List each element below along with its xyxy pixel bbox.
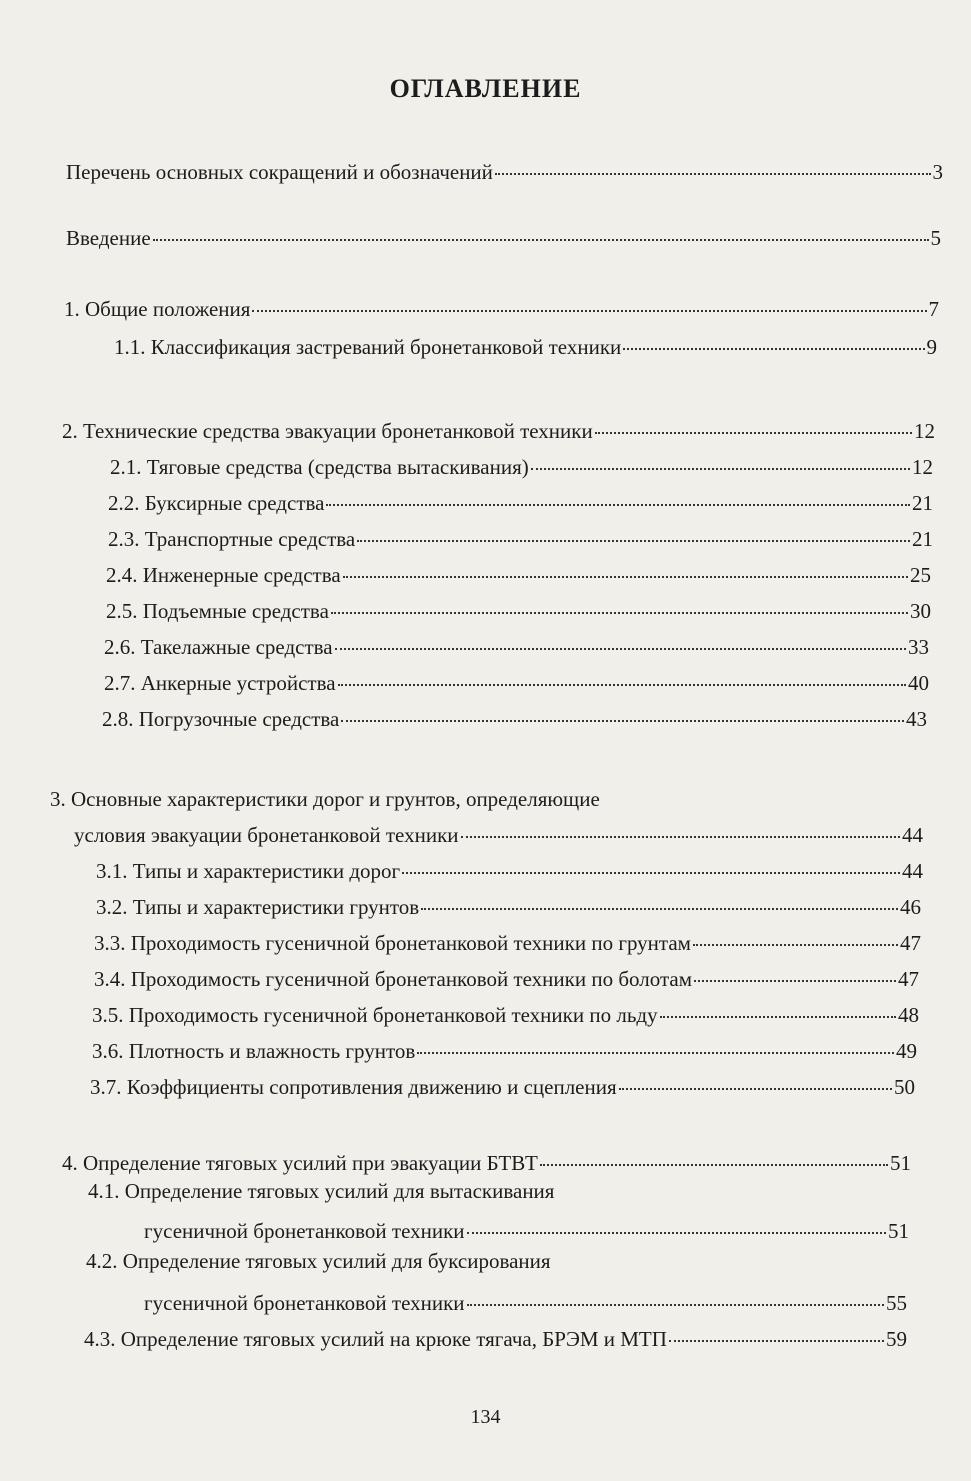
toc-entry-page: 3 [932,160,943,184]
toc-leader-dots [595,432,912,434]
toc-entry [66,225,941,251]
toc-entry-page: 47 [898,967,919,991]
toc-entry-title: Перечень основных сокращений и обозначений [66,160,493,184]
toc-entry-page: 49 [896,1039,917,1063]
toc-entry-title: 2.3. Транспортные средства [108,527,356,551]
page-number: 134 [470,1406,501,1428]
toc-entry-title: 4.3. Определение тяговых усилий на крюке тягача, БРЭМ и МТП [84,1327,667,1351]
toc-entry [108,490,933,516]
toc-leader-dots [660,1016,896,1018]
toc-entry-title: 3.7. Коэффициенты сопротивления движению и сцепления [90,1075,617,1099]
toc-entry-title: 2.2. Буксирные средства [108,491,325,515]
toc-leader-dots [461,836,900,838]
toc-entry-page: 21 [912,527,933,551]
toc-leader-dots [623,348,924,350]
toc-entry [74,822,923,848]
toc-entry [106,598,931,624]
toc-entry-title: 2.6. Такелажные средства [104,635,333,659]
toc-leader-dots [467,1232,886,1234]
toc-entry-title: 2.8. Погрузочные средства [102,707,340,731]
toc-leader-dots [669,1340,884,1342]
toc-entry-page: 59 [886,1327,907,1351]
toc-entry [92,1038,917,1064]
toc-entry [90,1074,915,1100]
toc-entry [62,418,935,444]
toc-leader-dots [421,908,898,910]
toc-entry [94,966,919,992]
toc-entry-page: 9 [926,335,937,359]
toc-leader-dots [341,720,904,722]
toc-entry-page: 40 [908,671,929,695]
toc-entry-page: 51 [890,1151,911,1175]
toc-entry [94,930,921,956]
toc-leader-dots [252,310,926,312]
toc-entry [96,894,921,920]
toc-entry-page: 44 [902,823,923,847]
toc-entry-title: 3.4. Проходимость гусеничной бронетанковой техники по болотам [94,967,692,991]
page-title: ОГЛАВЛЕНИЕ [389,74,582,103]
toc-entry [96,858,923,884]
toc-entry-title: 1. Общие положения [64,297,251,321]
toc-entry [114,334,937,360]
toc-leader-dots [417,1052,894,1054]
toc-leader-dots [619,1088,892,1090]
toc-leader-dots [153,239,929,241]
toc-entry-page: 12 [912,455,933,479]
toc-leader-dots [331,612,908,614]
toc-entry-page: 12 [914,419,935,443]
toc-heading-line: 3. Основные характеристики дорог и грунтов, определяющие [50,787,600,811]
toc-leader-dots [495,173,931,175]
toc-leader-dots [467,1304,884,1306]
toc-entry-title: 2.7. Анкерные устройства [104,671,336,695]
toc-entry [92,1002,919,1028]
toc-entry [64,296,939,322]
toc-entry-title: 3.2. Типы и характеристики грунтов [96,895,420,919]
toc-entry-page: 51 [888,1219,909,1243]
toc-entry-page: 55 [886,1291,907,1315]
toc-entry-title: условия эвакуации бронетанковой техники [74,823,459,847]
toc-leader-dots [531,468,910,470]
toc-entry-page: 46 [900,895,921,919]
toc-entry-page: 50 [894,1075,915,1099]
toc-entry-page: 44 [902,859,923,883]
toc-entry-title: 3.3. Проходимость гусеничной бронетанковой техники по грунтам [94,931,691,955]
toc-entry [144,1218,909,1244]
toc-entry-page: 47 [900,931,921,955]
toc-entry-title: 3.5. Проходимость гусеничной бронетанковой техники по льду [92,1003,658,1027]
toc-leader-dots [335,648,906,650]
toc-entry-title: 4. Определение тяговых усилий при эвакуации БТВТ [62,1151,538,1175]
toc-entry [106,562,931,588]
toc-entry-page: 43 [906,707,927,731]
toc-leader-dots [357,540,910,542]
toc-entry-page: 5 [930,226,941,250]
toc-entry-title: 2.4. Инженерные средства [106,563,341,587]
toc-entry-title: 3.1. Типы и характеристики дорог [96,859,401,883]
toc-entry-title: гусеничной бронетанковой техники [144,1291,465,1315]
toc-entry [108,526,933,552]
toc-leader-dots [693,944,898,946]
toc-entry-page: 21 [912,491,933,515]
toc-entry-title: Введение [66,226,151,250]
toc-entry-title: 1.1. Классификация застреваний бронетанковой техники [114,335,622,359]
toc-entry-page: 48 [898,1003,919,1027]
toc-entry [104,670,929,696]
toc-leader-dots [326,504,910,506]
toc-entry-page: 30 [910,599,931,623]
toc-entry-title: 2. Технические средства эвакуации бронетанковой техники [62,419,593,443]
toc-leader-dots [402,872,900,874]
toc-heading-line: 4.2. Определение тяговых усилий для буксирования [86,1249,551,1273]
toc-leader-dots [694,980,896,982]
toc-heading-line: 4.1. Определение тяговых усилий для вытаскивания [88,1179,555,1203]
toc-leader-dots [338,684,906,686]
toc-leader-dots [343,576,908,578]
toc-entry-title: гусеничной бронетанковой техники [144,1219,465,1243]
toc-entry [110,454,933,480]
toc-entry [62,1150,911,1176]
toc-entry-title: 2.5. Подъемные средства [106,599,329,623]
toc-entry [104,634,929,660]
toc-entry [66,159,943,185]
toc-entry-page: 7 [928,297,939,321]
toc-entry [144,1290,907,1316]
toc-leader-dots [540,1164,888,1166]
toc-entry-title: 3.6. Плотность и влажность грунтов [92,1039,416,1063]
toc-entry-page: 33 [908,635,929,659]
toc-entry-page: 25 [910,563,931,587]
toc-entry [84,1326,907,1352]
toc-entry-title: 2.1. Тяговые средства (средства вытаскивания) [110,455,529,479]
toc-entry [102,706,927,732]
